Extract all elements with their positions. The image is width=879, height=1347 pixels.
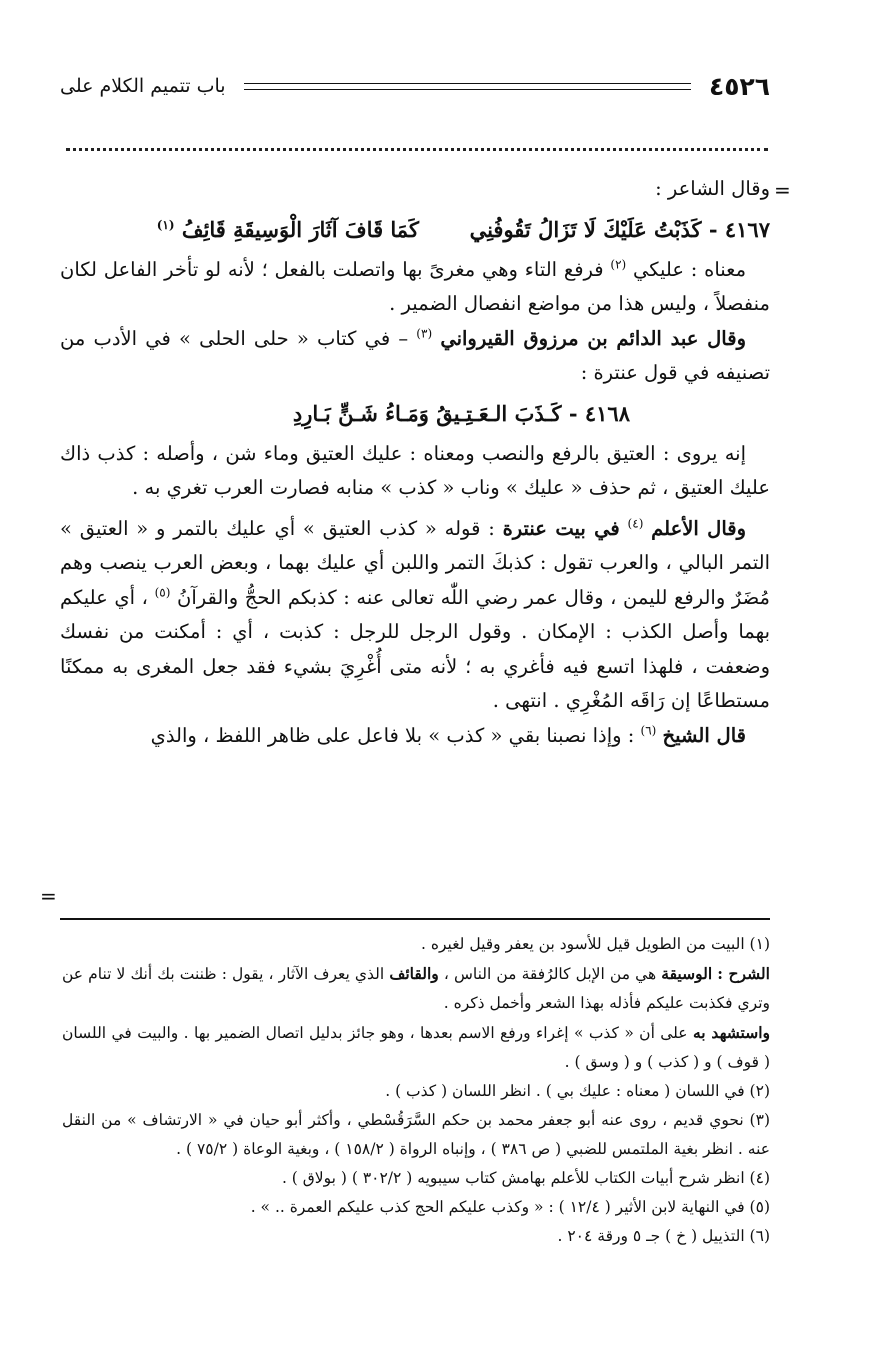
continuation-mark-bottom: =	[40, 884, 57, 908]
page-number: ٤٥٢٦	[708, 71, 770, 101]
running-title: باب تتميم الكلام على	[60, 75, 226, 97]
footnote-ref: (١)	[156, 217, 175, 232]
header-double-rule	[244, 83, 691, 90]
verse-text: كَـذَبَ الـعَـتِـيقُ وَمَـاءُ شَـنٍّ بَـارِدِ	[292, 400, 562, 426]
dotted-separator	[66, 148, 768, 151]
verse-hemistich-2: كَمَا قَافَ آثَارَ الْوَسِيقَةِ قَائِفُ	[181, 216, 419, 242]
verse-number: ٤١٦٧ -	[708, 216, 770, 242]
intro-poet-line: وقال الشاعر :	[655, 177, 770, 200]
footnote-1-sharh: الشرح : الوسيقة هي من الإبل كالرُفقة من الناس ، والقائف الذي يعرف الآثار ، يقول : ظننت بك أنك لا تنام عن وتري فكذبت عليكم فأذله بهذا الشعر وأخمل ذكره .	[62, 964, 770, 1012]
footnote-1: (١) البيت من الطويل قيل للأسود بن يعفر وقيل لغيره .	[421, 935, 770, 953]
footnote-3: (٣) نحوي قديم ، روى عنه أبو جعفر محمد بن حكم السَّرَقُسْطي ، وأكثر أبو حيان في « الارتشاف » من النقل عنه . انظر بغية الملتمس للضبي ( ص ٣٨٦ ) ، وإنباه الرواة ( ١٥٨/٢ ) ، وبغية الوعاة ( ٧٥/٢ ) .	[62, 1111, 770, 1158]
footnote-4: (٤) انظر شرح أبيات الكتاب للأعلم بهامش كتاب سيبويه ( ٣٠٢/٢ ) ( بولاق ) .	[281, 1169, 770, 1187]
main-text	[60, 172, 770, 753]
footnote-2: (٢) في اللسان ( معناه : عليك بي ) . انظر اللسان ( كذب ) .	[385, 1082, 770, 1100]
paragraph-qayrawani: وقال عبد الدائم بن مرزوق القيرواني $^{(٣)}$ – في كتاب « حلى الحلى » في الأدب من تصنيفه في قول عنترة :	[60, 326, 770, 384]
footnote-separator	[60, 918, 770, 920]
footnote-ref: (٢)	[610, 257, 627, 271]
author-name: قال الشيخ	[662, 723, 746, 747]
verse-4168	[60, 391, 770, 437]
footnote-ref: (٥)	[154, 585, 171, 599]
footnote-5: (٥) في النهاية لابن الأثير ( ١٢/٤ ) : « وكذب عليكم الحج كذب عليكم العمرة .. » .	[250, 1198, 770, 1216]
footnote-1-istishhad: واستشهد به على أن « كذب » إغراء ورفع الاسم بعدها ، وهو جائز بدليل اتصال الضمير بها . والبيت في اللسان ( قوف ) و ( كذب ) و ( وسق ) .	[62, 1023, 770, 1071]
paragraph-shaykh: قال الشيخ $^{(٦)}$ : وإذا نصبنا بقي « كذب » بلا فاعل على ظاهر اللفظ ، والذي	[150, 723, 746, 747]
author-name: وقال الأعلم	[651, 516, 747, 540]
footnote-ref: (٤)	[627, 516, 644, 530]
verse-number: ٤١٦٨ -	[568, 400, 630, 426]
footnote-6: (٦) التذييل ( خ ) جـ ٥ ورقة ٢٠٤ .	[557, 1227, 770, 1245]
footnotes	[62, 930, 770, 1251]
paragraph-alam: وقال الأعلم $^{(٤)}$ في بيت عنترة : قوله « كذب العتيق » أي عليك بالتمر و « العتيق » التمر البالي ، والعرب تقول : كذبكَ التمر واللبن أي عليك بهما ، وبعض العرب ينصب وهم مُضَرٌ والرفع لليمن ، وقال عمر رضي اللّٰه تعالى عنه : كذبكم الحجُّ والقرآنُ $^{(٥)}$ ، أي عليكم بهما وأصل الكذب : الإمكان . وقول الرجل للرجل : كذبت ، أي : أمكنت من نفسك وضعفت ، فلهذا اتسع فيه فأغري به ؛ لأنه متى أُغْرِيَ بشيء فقد جعل المغرى به ممكنًا مستطاعًا إن رَاقَه المُغْرِي . انتهى .	[60, 516, 771, 712]
paragraph-riwaya: إنه يروى : العتيق بالرفع والنصب ومعناه : عليك العتيق وماء شن ، وأصله : كذب ذاك عليك العتيق ، ثم حذف « عليك » وناب « كذب » منابه فصارت العرب تغري به .	[60, 441, 770, 499]
verse-hemistich-1: كَذَبْتُ عَلَيْكَ لَا تَزَالُ تَقُوفُنِي	[469, 216, 702, 242]
footnote-ref: (٦)	[640, 723, 657, 737]
running-header	[60, 66, 770, 106]
verse-4167	[60, 207, 770, 253]
footnote-ref: (٣)	[416, 326, 433, 340]
paragraph-meaning: معناه : عليكي $^{(٢)}$ فرفع التاء وهي مغرىً بها واتصلت بالفعل ؛ لأنه لو تأخر الفاعل لكان منفصلاً ، وليس هذا من مواضع انفصال الضمير .	[60, 257, 770, 315]
continuation-mark-top: =	[774, 178, 791, 202]
author-name: وقال عبد الدائم بن مرزوق القيرواني	[440, 326, 746, 350]
